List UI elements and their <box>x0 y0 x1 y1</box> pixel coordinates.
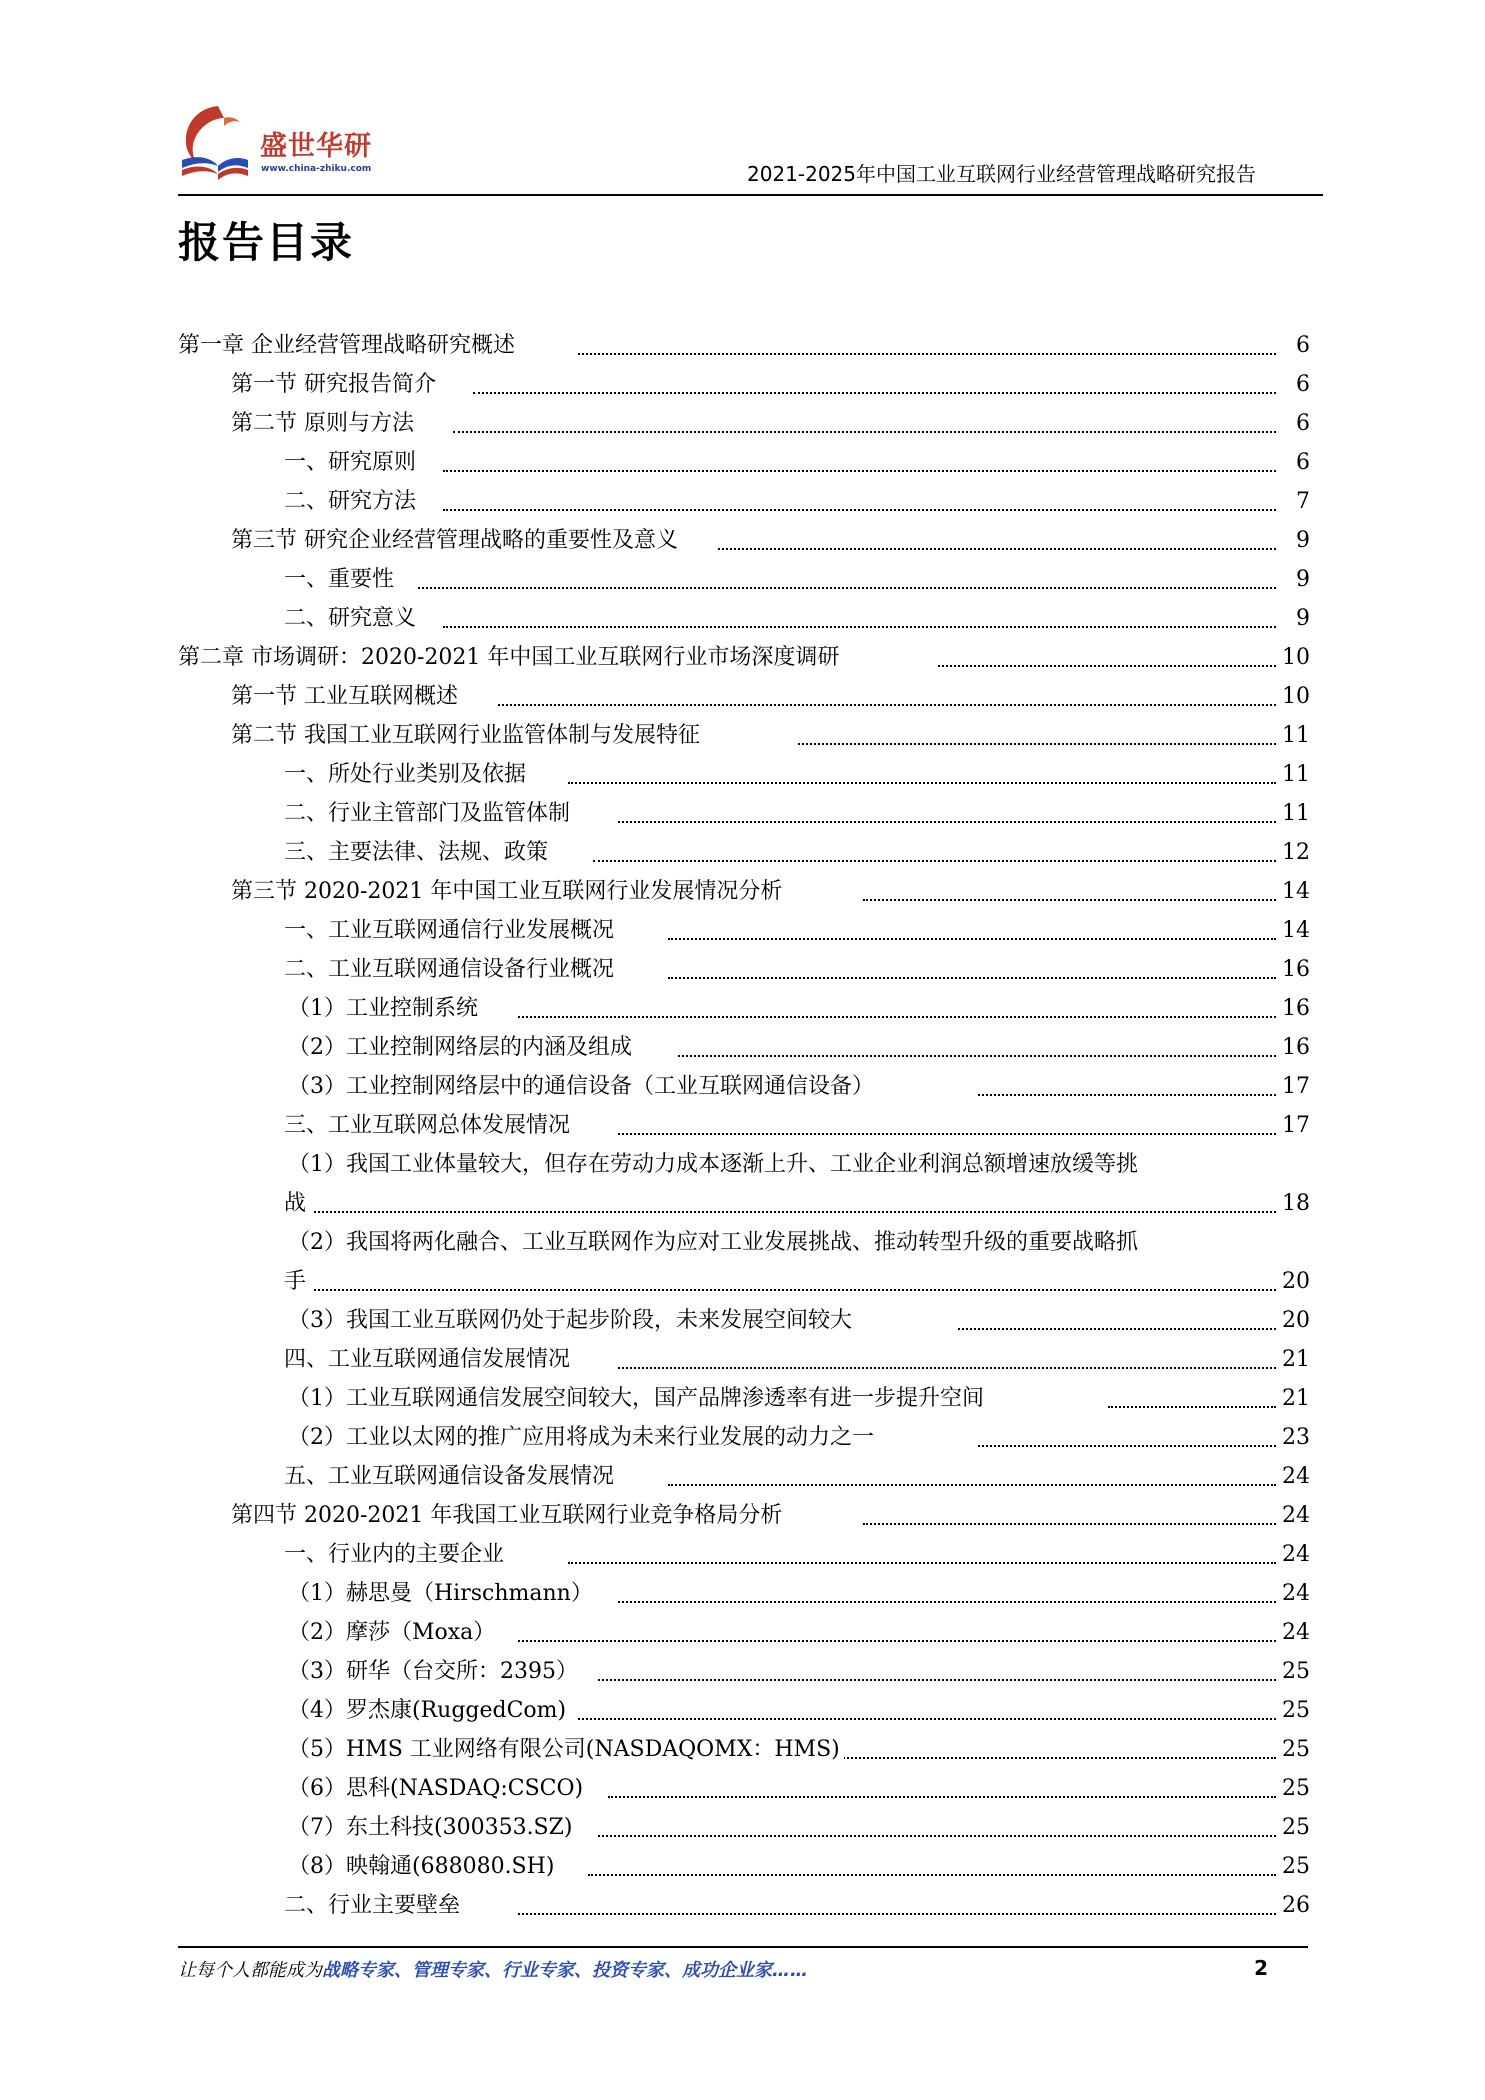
toc-entry[interactable] <box>178 716 1310 755</box>
toc-entry[interactable] <box>178 677 1310 716</box>
toc-entry[interactable] <box>178 1652 1310 1691</box>
toc-entry-page: 25 <box>1280 1652 1310 1691</box>
toc-entry-continued[interactable] <box>178 1184 1310 1223</box>
toc-entry-title: （4）罗杰康(RuggedCom) <box>288 1691 570 1730</box>
toc-entry-title: 第二章 市场调研：2020-2021 年中国工业互联网行业市场深度调研 <box>178 638 843 677</box>
toc-entry[interactable] <box>178 833 1310 872</box>
toc-entry-title: 一、重要性 <box>284 560 398 599</box>
toc-entry-page: 24 <box>1280 1535 1310 1574</box>
toc-entry-page: 11 <box>1280 794 1310 833</box>
toc-entry-title: 二、工业互联网通信设备行业概况 <box>284 950 618 989</box>
toc-entry-title: 二、研究方法 <box>284 482 420 521</box>
toc-entry-page: 24 <box>1280 1457 1310 1496</box>
toc-entry-title: （1）我国工业体量较大，但存在劳动力成本逐渐上升、工业企业利润总额增速放缓等挑 <box>288 1145 1142 1184</box>
toc-entry[interactable] <box>178 1730 1310 1769</box>
toc-entry-page: 9 <box>1294 599 1310 638</box>
toc-entry-page: 24 <box>1280 1496 1310 1535</box>
toc-entry-title: 战 <box>284 1184 310 1223</box>
toc-entry[interactable] <box>178 1301 1310 1340</box>
header-divider <box>178 194 1323 196</box>
toc-entry[interactable] <box>178 950 1310 989</box>
toc-entry[interactable] <box>178 1067 1310 1106</box>
toc-entry-page: 9 <box>1294 521 1310 560</box>
footer-slogan-lead: 让每个人都能成为 <box>178 1960 322 1981</box>
toc-entry[interactable] <box>178 794 1310 833</box>
toc-entry-page: 6 <box>1294 404 1310 443</box>
toc-entry[interactable] <box>178 560 1310 599</box>
toc-entry-title: （1）工业互联网通信发展空间较大，国产品牌渗透率有进一步提升空间 <box>288 1379 988 1418</box>
toc-entry-title: （1）工业控制系统 <box>288 989 482 1028</box>
toc-entry-title: 第一节 研究报告简介 <box>231 365 440 404</box>
toc-entry-page: 16 <box>1280 989 1310 1028</box>
toc-entry-page: 14 <box>1280 872 1310 911</box>
toc-entry-title: （3）工业控制网络层中的通信设备（工业互联网通信设备） <box>288 1067 878 1106</box>
toc-entry-title: 第一章 企业经营管理战略研究概述 <box>178 326 519 365</box>
toc-entry-page: 26 <box>1280 1886 1310 1925</box>
toc-entry-title: 一、工业互联网通信行业发展概况 <box>284 911 618 950</box>
toc-entry-title: 第四节 2020-2021 年我国工业互联网行业竞争格局分析 <box>231 1496 786 1535</box>
toc-entry[interactable] <box>178 1769 1310 1808</box>
toc-entry-page: 6 <box>1294 365 1310 404</box>
toc-entry-page: 25 <box>1280 1847 1310 1886</box>
logo <box>178 102 418 186</box>
toc-entry[interactable] <box>178 1535 1310 1574</box>
toc-entry-page: 6 <box>1294 326 1310 365</box>
toc-entry[interactable] <box>178 1340 1310 1379</box>
logo-text: 盛世华研 <box>260 131 372 162</box>
toc-entry[interactable] <box>178 638 1310 677</box>
page-title: 报告目录 <box>178 218 355 267</box>
toc-entry-page: 25 <box>1280 1691 1310 1730</box>
toc-entry[interactable] <box>178 326 1310 365</box>
toc-entry[interactable] <box>178 1496 1310 1535</box>
toc-entry-page: 11 <box>1280 755 1310 794</box>
toc-entry-title: （2）我国将两化融合、工业互联网作为应对工业发展挑战、推动转型升级的重要战略抓 <box>288 1223 1142 1262</box>
toc-entry-title: （3）我国工业互联网仍处于起步阶段，未来发展空间较大 <box>288 1301 856 1340</box>
toc-entry[interactable] <box>178 1808 1310 1847</box>
toc-entry-page: 17 <box>1280 1067 1310 1106</box>
toc-entry-title: （2）摩莎（Moxa） <box>288 1613 499 1652</box>
toc-entry[interactable] <box>178 1847 1310 1886</box>
toc-entry-page: 25 <box>1280 1808 1310 1847</box>
toc-entry-page: 21 <box>1280 1340 1310 1379</box>
toc-entry-title: （8）映翰通(688080.SH) <box>288 1847 558 1886</box>
page-number: 2 <box>1254 1956 1268 1980</box>
footer-divider <box>178 1946 1308 1948</box>
toc-entry-title: 三、工业互联网总体发展情况 <box>284 1106 574 1145</box>
toc-entry-page: 7 <box>1294 482 1310 521</box>
toc-entry-page: 23 <box>1280 1418 1310 1457</box>
toc-entry-title: 第一节 工业互联网概述 <box>231 677 462 716</box>
toc-entry-title: 一、行业内的主要企业 <box>284 1535 508 1574</box>
toc-entry[interactable] <box>178 1379 1310 1418</box>
toc-entry-page: 18 <box>1280 1184 1310 1223</box>
toc-entry[interactable] <box>178 1574 1310 1613</box>
toc-entry[interactable] <box>178 1028 1310 1067</box>
toc-entry-page: 16 <box>1280 950 1310 989</box>
toc-entry-title: （2）工业以太网的推广应用将成为未来行业发展的动力之一 <box>288 1418 878 1457</box>
toc-entry-page: 10 <box>1280 677 1310 716</box>
toc-entry-title: （7）东土科技(300353.SZ) <box>288 1808 577 1847</box>
toc-entry[interactable] <box>178 755 1310 794</box>
toc-entry-page: 20 <box>1280 1301 1310 1340</box>
toc-entry-page: 10 <box>1280 638 1310 677</box>
toc-entry[interactable] <box>178 443 1310 482</box>
toc-entry-page: 21 <box>1280 1379 1310 1418</box>
toc-entry-title: 二、研究意义 <box>284 599 420 638</box>
toc-entry[interactable] <box>178 1691 1310 1730</box>
toc-entry-title: 五、工业互联网通信设备发展情况 <box>284 1457 618 1496</box>
toc-entry-title: 二、行业主要壁垒 <box>284 1886 464 1925</box>
toc-entry[interactable] <box>178 599 1310 638</box>
toc-entry-title: 四、工业互联网通信发展情况 <box>284 1340 574 1379</box>
toc-entry-page: 25 <box>1280 1730 1310 1769</box>
toc-entry[interactable] <box>178 911 1310 950</box>
toc-entry-title: （1）赫思曼（Hirschmann） <box>288 1574 597 1613</box>
logo-url: www.china-zhiku.com <box>261 164 372 174</box>
toc-entry-page: 17 <box>1280 1106 1310 1145</box>
toc-entry[interactable] <box>178 521 1310 560</box>
toc-entry-page: 24 <box>1280 1574 1310 1613</box>
toc-entry-title: 第二节 我国工业互联网行业监管体制与发展特征 <box>231 716 704 755</box>
toc-entry-title: （5）HMS 工业网络有限公司(NASDAQOMX：HMS) <box>288 1730 844 1769</box>
toc-entry[interactable] <box>178 1145 1310 1184</box>
table-of-contents <box>178 326 1310 1925</box>
toc-entry-page: 24 <box>1280 1613 1310 1652</box>
toc-entry-page: 14 <box>1280 911 1310 950</box>
toc-entry[interactable] <box>178 1106 1310 1145</box>
toc-entry-page: 25 <box>1280 1769 1310 1808</box>
toc-entry[interactable] <box>178 872 1310 911</box>
toc-entry[interactable] <box>178 989 1310 1028</box>
toc-entry-page: 12 <box>1280 833 1310 872</box>
toc-entry-title: 手 <box>284 1262 310 1301</box>
toc-entry[interactable] <box>178 1418 1310 1457</box>
toc-entry[interactable] <box>178 1613 1310 1652</box>
toc-entry-title: 二、行业主管部门及监管体制 <box>284 794 574 833</box>
toc-entry-continued[interactable] <box>178 1262 1310 1301</box>
toc-entry[interactable] <box>178 1457 1310 1496</box>
toc-entry-title: （2）工业控制网络层的内涵及组成 <box>288 1028 636 1067</box>
toc-entry[interactable] <box>178 404 1310 443</box>
toc-entry-title: （6）思科(NASDAQ:CSCO) <box>288 1769 587 1808</box>
toc-entry[interactable] <box>178 365 1310 404</box>
toc-entry-page: 20 <box>1280 1262 1310 1301</box>
toc-entry-title: 一、研究原则 <box>284 443 420 482</box>
report-title: 2021-2025年中国工业互联网行业经营管理战略研究报告 <box>746 162 1256 186</box>
toc-entry-title: 一、所处行业类别及依据 <box>284 755 530 794</box>
toc-entry[interactable] <box>178 1886 1310 1925</box>
toc-entry-title: 三、主要法律、法规、政策 <box>284 833 552 872</box>
page-footer <box>178 1956 1268 1992</box>
toc-entry-page: 16 <box>1280 1028 1310 1067</box>
toc-entry[interactable] <box>178 1223 1310 1262</box>
toc-entry[interactable] <box>178 482 1310 521</box>
toc-entry-page: 6 <box>1294 443 1310 482</box>
logo-icon <box>178 102 248 186</box>
toc-entry-title: 第二节 原则与方法 <box>231 404 418 443</box>
toc-entry-title: 第三节 研究企业经营管理战略的重要性及意义 <box>231 521 682 560</box>
toc-entry-page: 11 <box>1280 716 1310 755</box>
footer-slogan-highlight: 战略专家、管理专家、行业专家、投资专家、成功企业家…… <box>322 1960 808 1981</box>
toc-entry-title: 第三节 2020-2021 年中国工业互联网行业发展情况分析 <box>231 872 786 911</box>
toc-entry-page: 9 <box>1294 560 1310 599</box>
page-header <box>178 100 1323 198</box>
toc-entry-title: （3）研华（台交所：2395） <box>288 1652 582 1691</box>
